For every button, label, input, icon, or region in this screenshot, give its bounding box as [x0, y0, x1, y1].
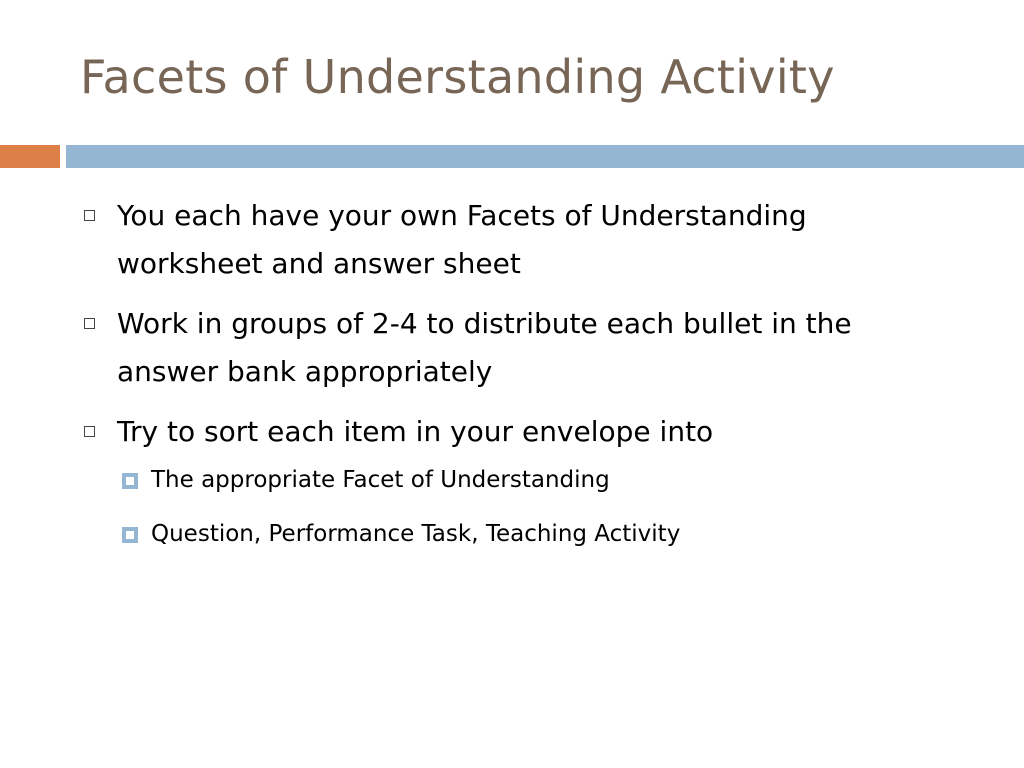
slide-title: Facets of Understanding Activity: [80, 50, 835, 104]
bullet-text: Work in groups of 2-4 to distribute each bullet in the answer bank appropriately: [117, 307, 852, 388]
accent-band-blue: [66, 145, 1024, 168]
bullet-item: [80, 192, 960, 288]
sub-bullet-text: The appropriate Facet of Understanding: [151, 467, 610, 493]
sub-bullet-text: Question, Performance Task, Teaching Activity: [151, 521, 681, 547]
bullet-item: [80, 300, 960, 396]
hollow-square-bullet-icon: [84, 426, 95, 437]
bullet-text: You each have your own Facets of Understanding worksheet and answer sheet: [117, 199, 807, 280]
filled-square-bullet-icon: [122, 527, 138, 543]
sub-bullet-item: [122, 514, 960, 554]
bullet-item: [80, 408, 960, 456]
hollow-square-bullet-icon: [84, 210, 95, 221]
accent-band-orange: [0, 145, 60, 168]
sub-bullet-item: [122, 460, 960, 500]
bullet-list: [80, 192, 960, 568]
bullet-text: Try to sort each item in your envelope into: [117, 415, 714, 448]
filled-square-bullet-icon: [122, 473, 138, 489]
hollow-square-bullet-icon: [84, 318, 95, 329]
